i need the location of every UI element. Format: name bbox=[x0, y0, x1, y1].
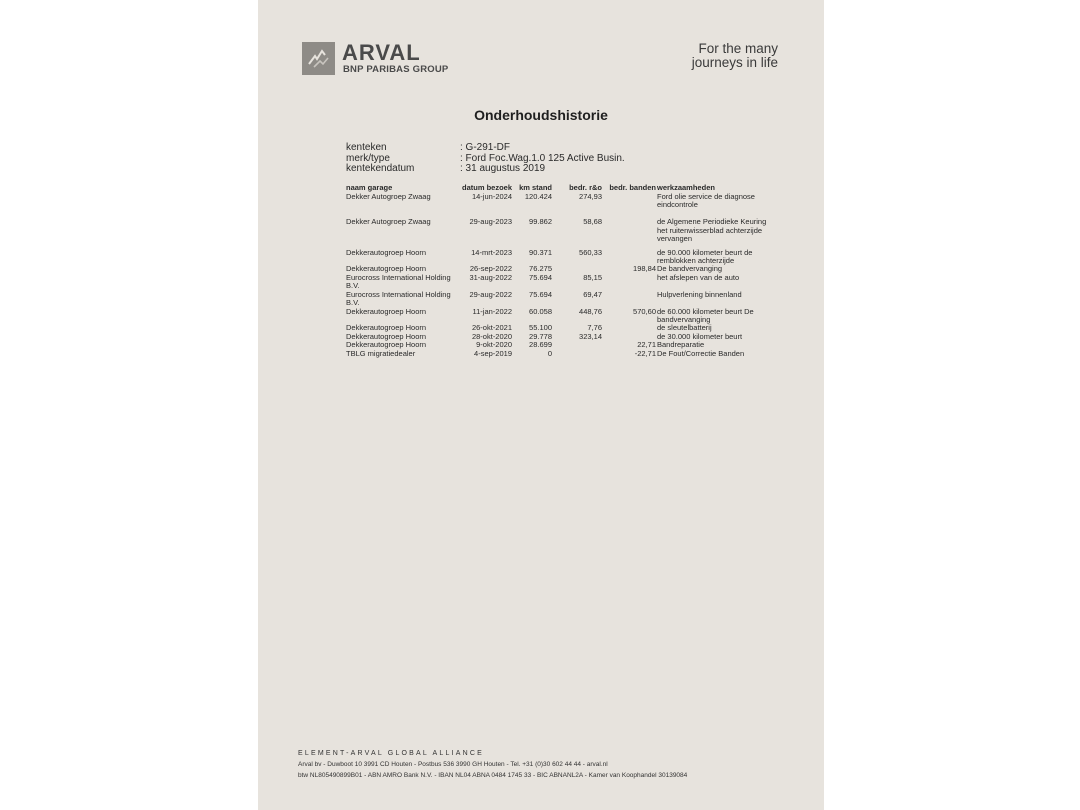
maintenance-table bbox=[346, 184, 766, 358]
cell-km: 29.778 bbox=[529, 331, 552, 341]
footer-bank-details: btw NL805490899B01 - ABN AMRO Bank N.V. - IBAN NL04 ABNA 0484 1745 33 - BIC ABNANL2A - Kamer van Koophandel 30139084 bbox=[298, 772, 688, 779]
footer-alliance: ELEMENT-ARVAL GLOBAL ALLIANCE bbox=[298, 750, 484, 757]
header-date: datum bezoek bbox=[461, 183, 512, 192]
cell-work: de 60.000 kilometer beurt De bandvervanging bbox=[657, 306, 754, 324]
cell-km: 99.862 bbox=[529, 217, 552, 226]
tagline-line-1: For the many bbox=[698, 41, 778, 56]
cell-garage: Dekkerautogroep Hoorn bbox=[346, 323, 427, 332]
cell-work: het afslepen van de auto bbox=[657, 272, 740, 282]
cell-date: 29-aug-2022 bbox=[469, 289, 512, 299]
cell-ro: 69,47 bbox=[583, 289, 602, 299]
cell-km: 0 bbox=[547, 348, 552, 358]
vehicle-info-label: kentekendatum bbox=[346, 163, 415, 174]
cell-ro: 85,15 bbox=[583, 272, 602, 282]
cell-work: de 30.000 kilometer beurt bbox=[657, 331, 743, 341]
table-row bbox=[346, 274, 766, 291]
table-row bbox=[346, 191, 766, 209]
cell-km: 90.371 bbox=[529, 247, 552, 257]
footer-address: Arval bv - Duwboot 10 3991 CD Houten - Postbus 536 3990 GH Houten - Tel. +31 (0)30 602 44 44 - arval.nl bbox=[298, 761, 608, 768]
cell-work: Ford olie service de diagnose eindcontrole bbox=[657, 191, 755, 209]
cell-date: 26-okt-2021 bbox=[471, 323, 512, 332]
tagline bbox=[692, 42, 778, 70]
cell-date: 26-sep-2022 bbox=[469, 264, 512, 273]
header-band: bedr. banden bbox=[609, 183, 656, 192]
table-row-spacer bbox=[346, 227, 766, 249]
vehicle-info-label: merk/type bbox=[346, 152, 390, 164]
footer bbox=[298, 748, 687, 781]
header-work: werkzaamheden bbox=[657, 183, 715, 192]
cell-km: 75.694 bbox=[529, 289, 552, 299]
cell-garage: Dekkerautogroep Hoorn bbox=[346, 306, 427, 316]
vehicle-info-value: : Ford Foc.Wag.1.0 125 Active Busin. bbox=[460, 152, 625, 164]
vehicle-info-value: : G-291-DF bbox=[460, 142, 511, 153]
cell-date: 29-aug-2023 bbox=[469, 217, 512, 226]
cell-date: 31-aug-2022 bbox=[469, 272, 512, 282]
tagline-line-2: journeys in life bbox=[691, 55, 778, 70]
cell-garage: Eurocross International Holding B.V. bbox=[346, 289, 451, 307]
cell-date: 14-mrt-2023 bbox=[471, 247, 512, 257]
cell-work: de Algemene Periodieke Keuring het ruitenwisserblad achterzijde vervangen bbox=[657, 217, 767, 243]
document-page bbox=[258, 0, 824, 810]
cell-ro: 448,76 bbox=[579, 306, 602, 316]
cell-ro: 560,33 bbox=[579, 247, 602, 257]
table-row bbox=[346, 306, 766, 324]
arval-bird-logo-icon bbox=[302, 42, 335, 75]
cell-km: 76.275 bbox=[529, 264, 552, 273]
table-row bbox=[346, 291, 766, 308]
table-row bbox=[346, 247, 766, 265]
cell-band: 22,71 bbox=[637, 340, 656, 349]
cell-garage: Dekker Autogroep Zwaag bbox=[346, 191, 431, 201]
brand-name: ARVAL bbox=[342, 40, 421, 65]
cell-garage: Dekkerautogroep Hoorn bbox=[346, 264, 427, 273]
cell-work: Hulpverlening binnenland bbox=[657, 289, 742, 299]
cell-work: De Fout/Correctie Banden bbox=[657, 348, 745, 358]
document-title: Onderhoudshistorie bbox=[474, 107, 608, 123]
cell-garage: Dekkerautogroep Hoorn bbox=[346, 340, 427, 349]
cell-km: 28.699 bbox=[529, 340, 552, 349]
cell-ro: 58,68 bbox=[583, 217, 602, 226]
cell-km: 120.424 bbox=[524, 191, 552, 201]
cell-work: de 90.000 kilometer beurt de remblokken achterzijde bbox=[657, 247, 753, 265]
cell-garage: Dekker Autogroep Zwaag bbox=[346, 217, 431, 226]
cell-ro: 323,14 bbox=[579, 331, 602, 341]
vehicle-info-label: kenteken bbox=[346, 142, 387, 153]
cell-work: de sleutelbatterij bbox=[657, 323, 712, 332]
table-row bbox=[346, 217, 767, 243]
header-garage: naam garage bbox=[346, 183, 393, 192]
cell-date: 28-okt-2020 bbox=[471, 331, 512, 341]
table-row bbox=[346, 350, 766, 359]
cell-garage: Dekkerautogroep Hoorn bbox=[346, 247, 427, 257]
cell-km: 75.694 bbox=[529, 272, 552, 282]
cell-work: De bandvervanging bbox=[657, 264, 723, 273]
cell-garage: Dekkerautogroep Hoorn bbox=[346, 331, 427, 341]
cell-date: 4-sep-2019 bbox=[474, 348, 512, 358]
cell-km: 60.058 bbox=[529, 306, 552, 316]
cell-ro: 7,76 bbox=[587, 323, 602, 332]
table-row-spacer bbox=[346, 201, 766, 218]
cell-band: 570,60 bbox=[633, 306, 656, 316]
cell-date: 14-jun-2024 bbox=[471, 191, 512, 201]
cell-date: 9-okt-2020 bbox=[476, 340, 512, 349]
cell-band: 198,84 bbox=[633, 264, 656, 273]
cell-garage: Eurocross International Holding B.V. bbox=[346, 272, 451, 290]
header-ro: bedr. r&o bbox=[569, 183, 602, 192]
cell-garage: TBLG migratiedealer bbox=[346, 348, 416, 358]
cell-work: Bandreparatie bbox=[657, 340, 705, 349]
cell-band: -22,71 bbox=[634, 348, 656, 358]
brand-subtitle: BNP PARIBAS GROUP bbox=[343, 64, 449, 75]
header-km: km stand bbox=[519, 183, 552, 192]
vehicle-info-value: : 31 augustus 2019 bbox=[460, 163, 546, 174]
cell-km: 55.100 bbox=[529, 323, 552, 332]
cell-date: 11-jan-2022 bbox=[472, 306, 512, 316]
cell-ro: 274,93 bbox=[579, 191, 602, 201]
